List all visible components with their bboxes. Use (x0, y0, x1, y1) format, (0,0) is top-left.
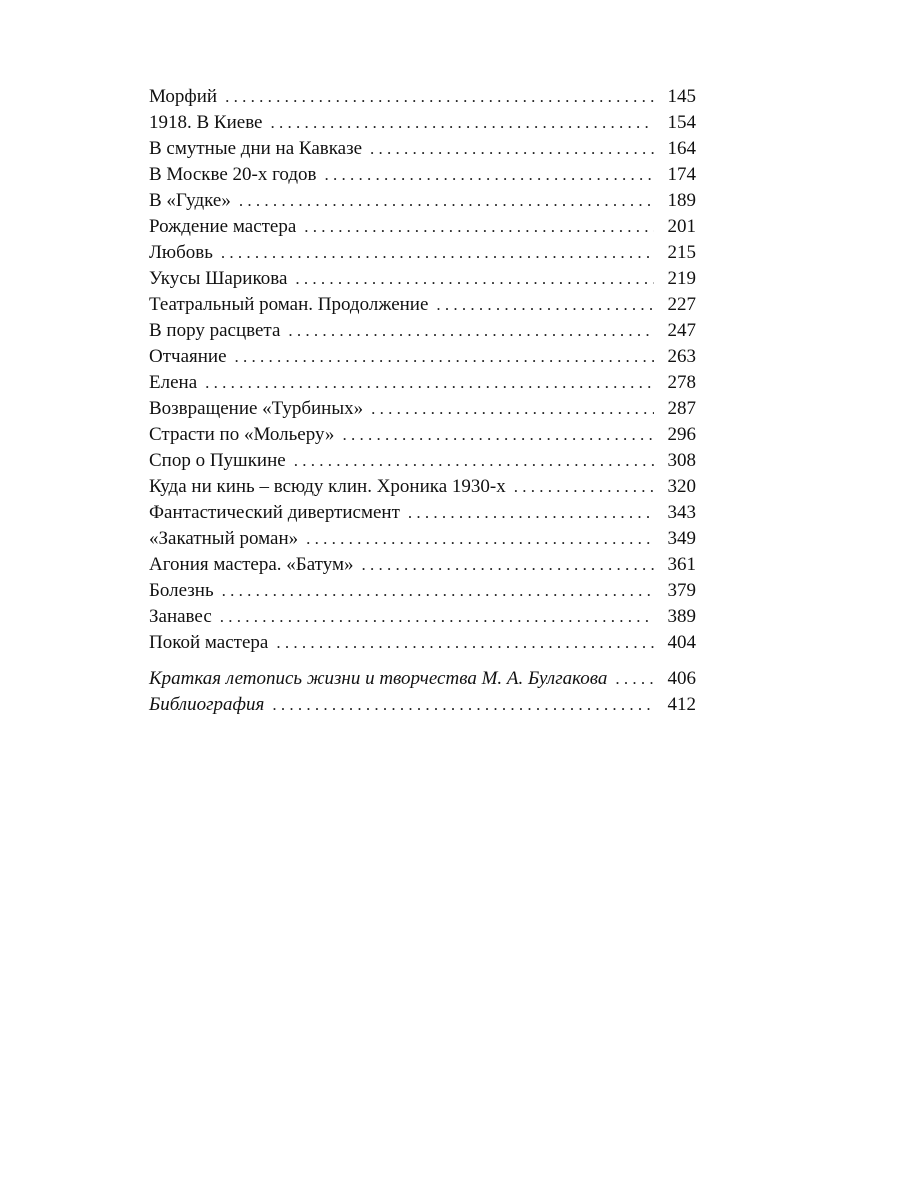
toc-entry-lyubov[interactable] (149, 240, 696, 266)
toc-entry-page-number: 404 (667, 632, 696, 653)
toc-entry-ukusy-sharikova[interactable] (149, 266, 696, 292)
dot-leader (294, 448, 654, 474)
toc-entry-title: Агония мастера. «Батум» (149, 554, 354, 575)
toc-entry-1918-v-kieve[interactable] (149, 110, 696, 136)
dot-leader (205, 370, 654, 396)
toc-entry-page-number: 164 (667, 138, 696, 159)
toc-entry-title: Фантастический дивертисмент (149, 502, 400, 523)
toc-entry-v-poru-rastsveta[interactable] (149, 318, 696, 344)
toc-entry-page-number: 227 (667, 294, 696, 315)
dot-leader (271, 110, 655, 136)
dot-leader (325, 162, 654, 188)
toc-entry-v-moskve[interactable] (149, 162, 696, 188)
toc-entry-title: В смутные дни на Кавказе (149, 138, 363, 159)
dot-leader (408, 500, 654, 526)
toc-entry-page-number: 174 (667, 164, 696, 185)
toc-entry-title: Возвращение «Турбиных» (149, 398, 364, 419)
toc-entry-title: В Москве 20-х годов (149, 164, 317, 185)
toc-entry-vozvrashchenie-turbinykh[interactable] (149, 396, 696, 422)
toc-entry-page-number: 308 (667, 450, 696, 471)
toc-entry-page-number: 247 (667, 320, 696, 341)
dot-leader (436, 292, 654, 318)
toc-entry-page-number: 320 (667, 476, 696, 497)
toc-entry-title: Укусы Шарикова (149, 268, 288, 289)
dot-leader (235, 344, 654, 370)
toc-entry-page-number: 296 (667, 424, 696, 445)
chapter-list (149, 84, 696, 656)
dot-leader (225, 84, 654, 110)
toc-entry-kratkaya-letopis[interactable] (149, 666, 696, 692)
toc-entry-page-number: 278 (667, 372, 696, 393)
toc-entry-elena[interactable] (149, 370, 696, 396)
toc-entry-title: Болезнь (149, 580, 214, 601)
toc-entry-title: «Закатный роман» (149, 528, 299, 549)
toc-entry-page-number: 379 (667, 580, 696, 601)
toc-entry-title: Куда ни кинь – всюду клин. Хроника 1930-х (149, 476, 506, 497)
toc-entry-page-number: 201 (667, 216, 696, 237)
appendix-list (149, 666, 696, 718)
toc-entry-title: В пору расцвета (149, 320, 281, 341)
toc-entry-title: Морфий (149, 86, 218, 107)
toc-entry-bolezn[interactable] (149, 578, 696, 604)
toc-entry-page-number: 189 (667, 190, 696, 211)
toc-entry-title: В «Гудке» (149, 190, 231, 211)
toc-entry-zakatnyy-roman[interactable] (149, 526, 696, 552)
dot-leader (222, 578, 654, 604)
toc-entry-title: 1918. В Киеве (149, 112, 263, 133)
toc-entry-agoniya-mastera[interactable] (149, 552, 696, 578)
toc-entry-title: Театральный роман. Продолжение (149, 294, 429, 315)
toc-entry-strasti-po-molyeru[interactable] (149, 422, 696, 448)
toc-entry-page-number: 343 (667, 502, 696, 523)
dot-leader (221, 240, 654, 266)
dot-leader (615, 666, 654, 692)
toc-entry-title: Любовь (149, 242, 213, 263)
toc-entry-teatralnyy-roman[interactable] (149, 292, 696, 318)
toc-entry-title: Краткая летопись жизни и творчества М. А. Булгакова (149, 668, 608, 689)
toc-entry-page-number: 219 (667, 268, 696, 289)
toc-entry-title: Библиография (149, 694, 265, 715)
toc-entry-v-gudke[interactable] (149, 188, 696, 214)
dot-leader (276, 630, 654, 656)
toc-entry-title: Рождение мастера (149, 216, 297, 237)
dot-leader (370, 136, 654, 162)
dot-leader (361, 552, 654, 578)
toc-entry-title: Спор о Пушкине (149, 450, 286, 471)
toc-entry-smutnye-dni[interactable] (149, 136, 696, 162)
toc-entry-page-number: 154 (667, 112, 696, 133)
toc-entry-otchayanie[interactable] (149, 344, 696, 370)
toc-entry-title: Отчаяние (149, 346, 227, 367)
toc-entry-kuda-ni-kin[interactable] (149, 474, 696, 500)
dot-leader (239, 188, 654, 214)
toc-entry-title: Занавес (149, 606, 212, 627)
dot-leader (295, 266, 654, 292)
toc-entry-page-number: 215 (667, 242, 696, 263)
toc-entry-page-number: 349 (667, 528, 696, 549)
dot-leader (272, 692, 654, 718)
toc-entry-pokoy-mastera[interactable] (149, 630, 696, 656)
table-of-contents (149, 84, 696, 718)
toc-entry-title: Елена (149, 372, 198, 393)
dot-leader (306, 526, 654, 552)
dot-leader (304, 214, 654, 240)
toc-entry-page-number: 287 (667, 398, 696, 419)
dot-leader (220, 604, 654, 630)
dot-leader (371, 396, 654, 422)
toc-entry-page-number: 389 (667, 606, 696, 627)
dot-leader (342, 422, 654, 448)
toc-entry-page-number: 263 (667, 346, 696, 367)
toc-entry-morfiy[interactable] (149, 84, 696, 110)
toc-entry-page-number: 412 (667, 694, 696, 715)
dot-leader (288, 318, 654, 344)
toc-entry-page-number: 406 (667, 668, 696, 689)
toc-entry-rozhdenie-mastera[interactable] (149, 214, 696, 240)
dot-leader (514, 474, 654, 500)
toc-entry-title: Страсти по «Мольеру» (149, 424, 335, 445)
toc-entry-page-number: 361 (667, 554, 696, 575)
toc-entry-title: Покой мастера (149, 632, 269, 653)
toc-entry-bibliografiya[interactable] (149, 692, 696, 718)
toc-entry-spor-o-pushkine[interactable] (149, 448, 696, 474)
toc-entry-zanaves[interactable] (149, 604, 696, 630)
toc-entry-page-number: 145 (667, 86, 696, 107)
toc-entry-fantasticheskiy-divertisment[interactable] (149, 500, 696, 526)
